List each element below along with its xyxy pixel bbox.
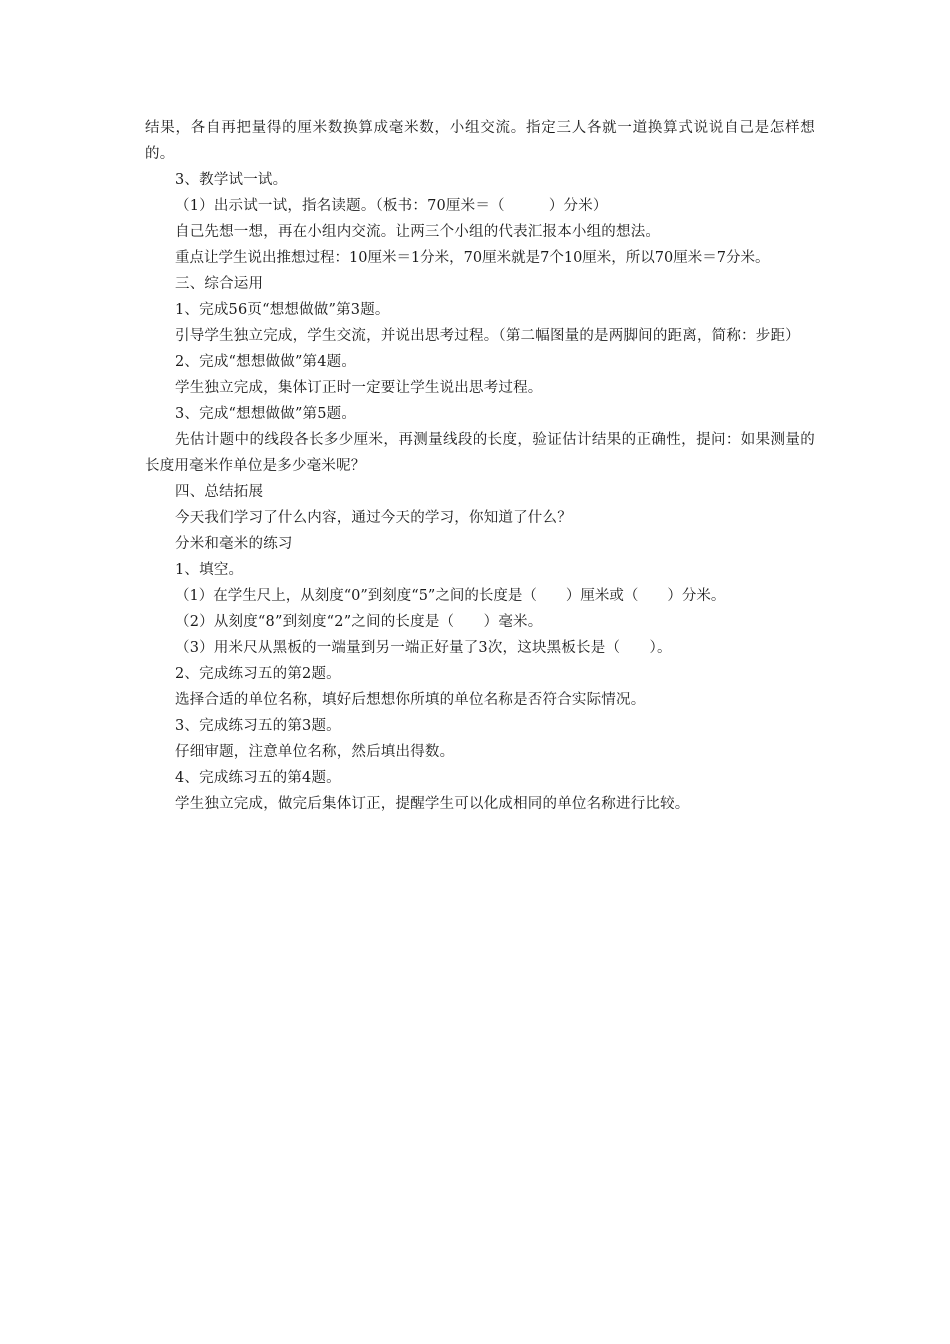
paragraph: （1）出示试一试，指名读题。（板书：70厘米＝（ ）分米） [175,198,608,214]
paragraph: 3、教学试一试。 [175,172,288,188]
document-page [145,115,815,817]
paragraph: 2、完成练习五的第2题。 [175,666,341,682]
paragraph: 引导学生独立完成，学生交流，并说出思考过程。（第二幅图量的是两脚间的距离，简称：步距） [175,328,800,344]
paragraph: 结果，各自再把量得的厘米数换算成毫米数，小组交流。指定三人各就一道换算式说说自己是怎样想的。 [145,120,815,162]
paragraph: 1、填空。 [175,562,244,578]
paragraph: 1、完成56页“想想做做”第3题。 [175,302,390,318]
section-heading: 四、总结拓展 [175,484,264,500]
paragraph: 仔细审题，注意单位名称，然后填出得数。 [175,744,455,760]
paragraph: 自己先想一想，再在小组内交流。让两三个小组的代表汇报本小组的想法。 [175,224,661,240]
paragraph: 3、完成练习五的第3题。 [175,718,341,734]
paragraph: 3、完成“想想做做”第5题。 [175,406,357,422]
paragraph: （3）用米尺从黑板的一端量到另一端正好量了3次，这块黑板长是（ ）。 [175,640,672,656]
paragraph: 2、完成“想想做做”第4题。 [175,354,357,370]
paragraph: 重点让学生说出推想过程：10厘米＝1分米，70厘米就是7个10厘米，所以70厘米＝7分米。 [175,250,770,266]
paragraph: 学生独立完成，做完后集体订正，提醒学生可以化成相同的单位名称进行比较。 [175,796,690,812]
paragraph: 今天我们学习了什么内容，通过今天的学习，你知道了什么？ [175,510,572,526]
paragraph: 先估计题中的线段各长多少厘米，再测量线段的长度，验证估计结果的正确性，提问：如果测量的长度用毫米作单位是多少毫米呢？ [145,432,815,474]
paragraph: 学生独立完成，集体订正时一定要让学生说出思考过程。 [175,380,543,396]
paragraph: （2）从刻度“8”到刻度“2”之间的长度是（ ）毫米。 [175,614,543,630]
section-heading: 分米和毫米的练习 [175,536,293,552]
paragraph: （1）在学生尺上，从刻度“0”到刻度“5”之间的长度是（ ）厘米或（ ）分米。 [175,588,726,604]
paragraph: 4、完成练习五的第4题。 [175,770,341,786]
paragraph: 选择合适的单位名称，填好后想想你所填的单位名称是否符合实际情况。 [175,692,646,708]
section-heading: 三、综合运用 [175,276,264,292]
